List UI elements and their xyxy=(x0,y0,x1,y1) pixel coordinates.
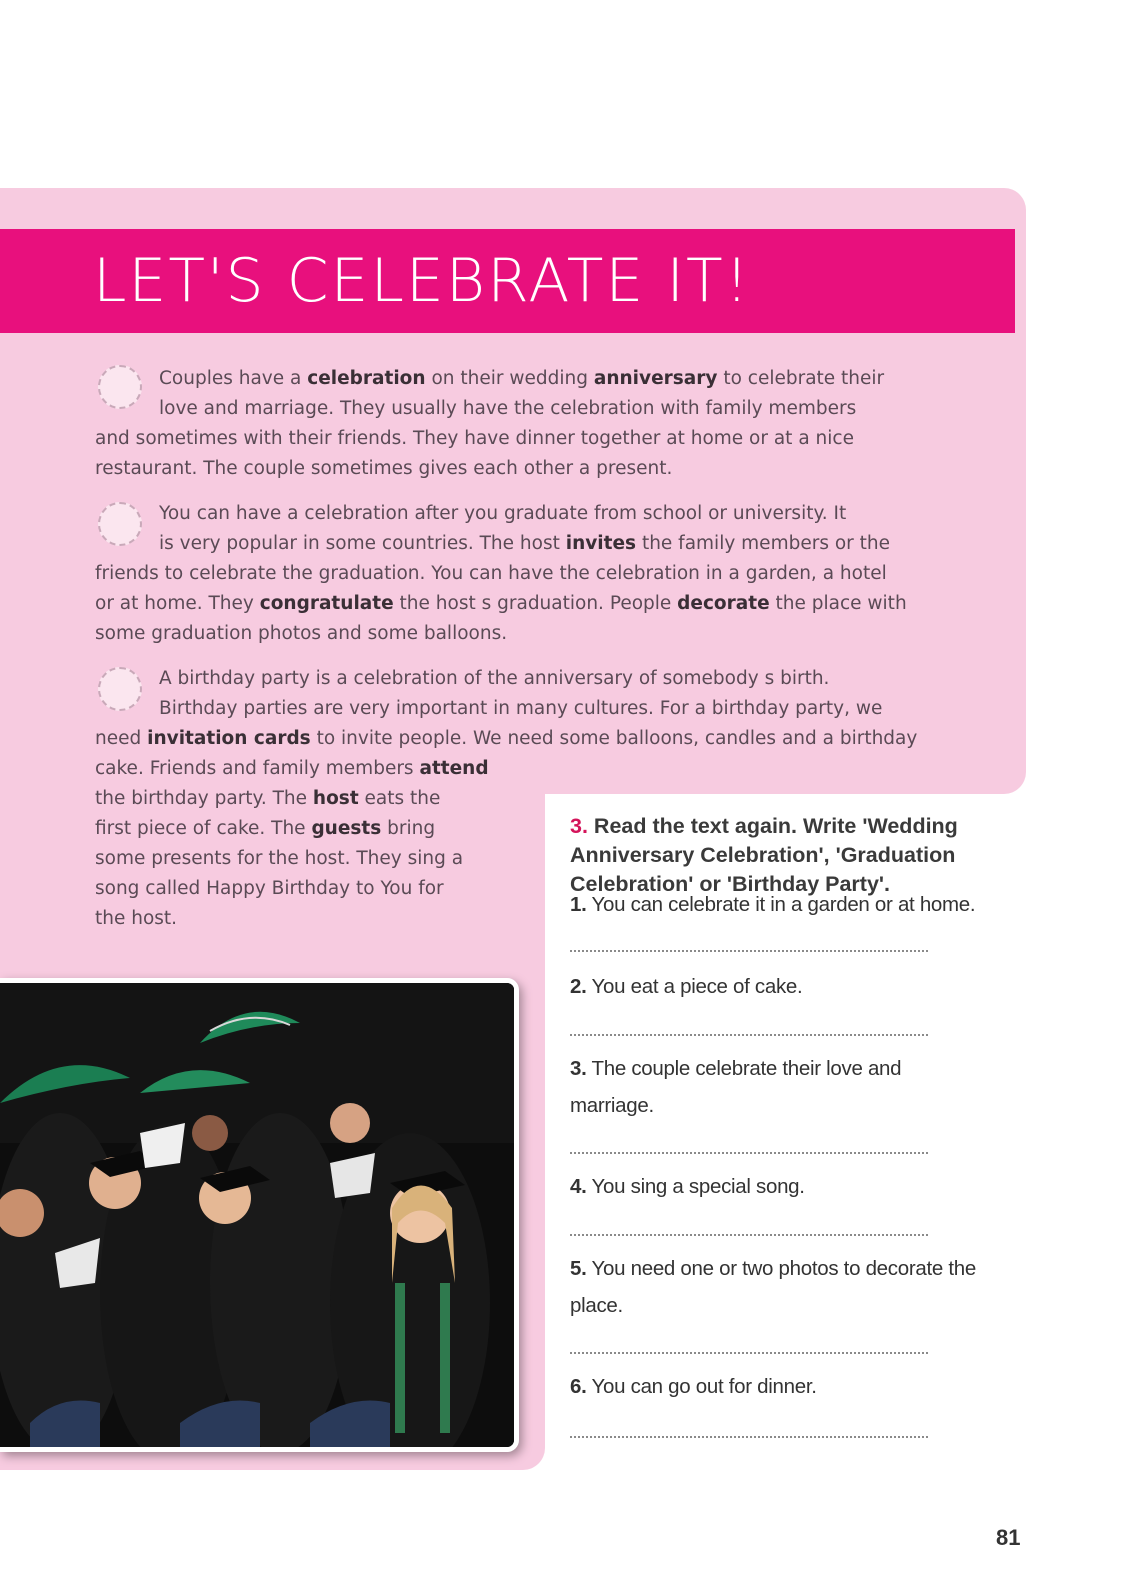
question-number: 4. xyxy=(570,1175,587,1198)
question-text: The couple celebrate their love and marriage. xyxy=(570,1057,902,1117)
text-line: love and marriage. They usually have the celebration with family members xyxy=(159,398,857,419)
text-line: need xyxy=(95,728,148,749)
text-line: the host. xyxy=(95,908,178,929)
text-line: or at home. They xyxy=(95,593,260,614)
text-line: song called Happy Birthday to You for xyxy=(95,878,444,899)
question-text: You need one or two photos to decorate the place. xyxy=(570,1257,976,1317)
text-line: first piece of cake. The xyxy=(95,818,312,839)
question-number: 1. xyxy=(570,893,587,916)
keyword: host xyxy=(312,788,359,809)
text-line: is very popular in some countries. The host xyxy=(159,533,566,554)
question-4 xyxy=(570,1168,1030,1205)
keyword: invitation cards xyxy=(147,728,311,749)
answer-line-5[interactable] xyxy=(570,1352,928,1354)
text-line: the place with xyxy=(769,593,907,614)
keyword: celebration xyxy=(307,368,426,389)
keyword: invites xyxy=(565,533,637,554)
text-line: A birthday party is a celebration of the anniversary of somebody s birth. xyxy=(159,668,830,689)
keyword: attend xyxy=(419,758,489,779)
question-text: You can celebrate it in a garden or at home. xyxy=(591,893,976,916)
keyword: anniversary xyxy=(593,368,718,389)
question-number: 3. xyxy=(570,1057,587,1080)
text-line: restaurant. The couple sometimes gives each other a present. xyxy=(95,458,673,479)
text-line: cake. Friends and family members xyxy=(95,758,420,779)
paragraph-graduation xyxy=(95,499,907,649)
keyword: decorate xyxy=(677,593,770,614)
exercise-number: 3. xyxy=(570,814,588,838)
question-2 xyxy=(570,968,1030,1005)
question-6 xyxy=(570,1368,1030,1405)
text-line: You can have a celebration after you graduate from school or university. It xyxy=(159,503,847,524)
text-line: bring xyxy=(381,818,436,839)
exercise-instruction-text: Read the text again. Write 'Wedding Anniversary Celebration', 'Graduation Celebration' or 'Birthday Party'. xyxy=(570,814,958,896)
text-line: and sometimes with their friends. They have dinner together at home or at a nice xyxy=(95,428,854,449)
text-line: some presents for the host. They sing a xyxy=(95,848,464,869)
text-line: Couples have a xyxy=(159,368,308,389)
answer-line-1[interactable] xyxy=(570,950,928,952)
question-number: 6. xyxy=(570,1375,587,1398)
question-text: You eat a piece of cake. xyxy=(591,975,803,998)
answer-line-4[interactable] xyxy=(570,1234,928,1236)
text-line: on their wedding xyxy=(425,368,594,389)
text-line: friends to celebrate the graduation. You can have the celebration in a garden, a hotel xyxy=(95,563,887,584)
question-1 xyxy=(570,886,1030,923)
text-line: the host s graduation. People xyxy=(393,593,678,614)
paragraph-wedding xyxy=(95,364,884,484)
text-line: the family members or the xyxy=(636,533,891,554)
text-line: the birthday party. The xyxy=(95,788,313,809)
answer-line-3[interactable] xyxy=(570,1152,928,1154)
question-text: You can go out for dinner. xyxy=(591,1375,817,1398)
question-number: 2. xyxy=(570,975,587,998)
graduation-photo xyxy=(0,978,519,1452)
keyword: guests xyxy=(311,818,382,839)
graduation-photo-illustration xyxy=(0,983,514,1447)
text-line: Birthday parties are very important in many cultures. For a birthday party, we xyxy=(159,698,883,719)
text-line: eats the xyxy=(358,788,441,809)
answer-line-2[interactable] xyxy=(570,1034,928,1036)
question-3 xyxy=(570,1050,950,1124)
page-title: LET'S CELEBRATE IT! xyxy=(93,246,751,316)
keyword: congratulate xyxy=(259,593,394,614)
page-number: 81 xyxy=(996,1525,1021,1550)
text-line: to celebrate their xyxy=(717,368,885,389)
question-text: You sing a special song. xyxy=(591,1175,805,1198)
text-line: some graduation photos and some balloons. xyxy=(95,623,508,644)
text-line: to invite people. We need some balloons, candles and a birthday xyxy=(310,728,918,749)
question-5 xyxy=(570,1250,1000,1324)
question-number: 5. xyxy=(570,1257,587,1280)
answer-line-6[interactable] xyxy=(570,1436,928,1438)
